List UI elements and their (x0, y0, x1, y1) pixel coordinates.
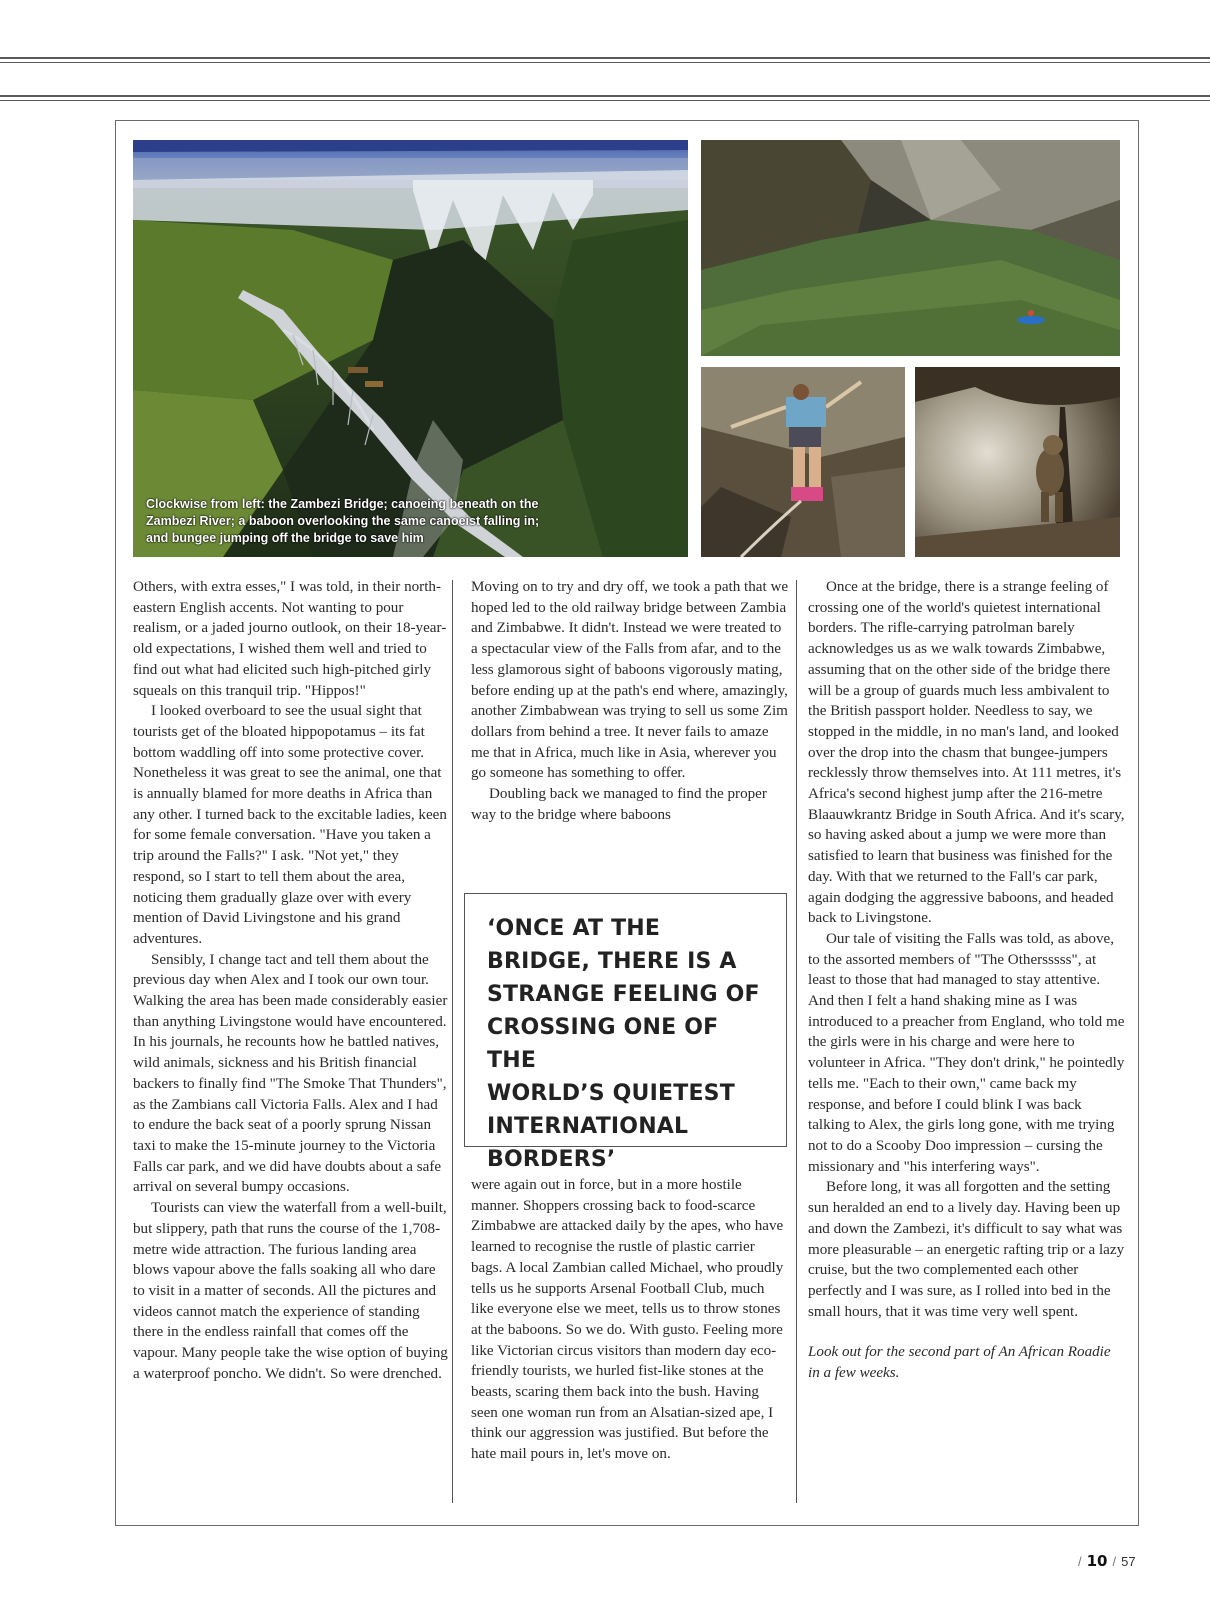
column-3 (808, 577, 1126, 1384)
magazine-logo: 10 (1086, 1552, 1108, 1570)
pull-quote-line: STRANGE FEELING OF (487, 982, 760, 1007)
page-footer (1073, 1552, 1136, 1570)
photo-bungee-jump (701, 367, 905, 557)
paragraph: Tourists can view the waterfall from a well-built, but slippery, path that runs the course of the 1,708-metre wide attraction. The furious landing area blows vapour above the falls soaking all who dare to visit in a matter of seconds. All the pictures and videos cannot match the experience of standing there in the endless rainfall that comes off the vapour. Many people take the wise option of buying a waterproof poncho. We didn't. So were drenched. (133, 1200, 448, 1382)
column-divider-1 (452, 580, 453, 1503)
footnote: Look out for the second part of An African Roadie in a few weeks. (808, 1344, 1111, 1382)
column-2-top (471, 577, 789, 825)
caption-line-3: and bungee jumping off the bridge to save him (146, 531, 424, 545)
pull-quote-line: WORLD’S QUIETEST (487, 1081, 735, 1106)
caption-line-2: Zambezi River; a baboon overlooking the same canoeist falling in; (146, 514, 540, 528)
photo-caption (146, 496, 566, 547)
pull-quote-line: INTERNATIONAL (487, 1114, 689, 1139)
column-2-bottom (471, 1175, 789, 1465)
paragraph: Sensibly, I change tact and tell them about the previous day when Alex and I took our own tour. Walking the area has been made considerably easier than anything Livingstone would have encountered. In his journals, he recounts how he battled natives, wild animals, sickness and his British financial backers to finally find "The Smoke That Thunders", as the Zambians call Victoria Falls. Alex and I had to endure the back seat of a poorly sprung Nissan taxi to make the 15-minute journey to the Victoria Falls car park, and we did have doubts about a safe arrival on several bumpy occasions. (133, 951, 448, 1196)
pull-quote (464, 893, 787, 1172)
header-rule-1 (0, 57, 1210, 59)
pull-quote-line: BRIDGE, THERE IS A (487, 949, 737, 974)
column-1 (133, 577, 450, 1384)
pull-quote-line: CROSSING ONE OF THE (487, 1015, 719, 1073)
photo-baboon (915, 367, 1120, 557)
caption-line-1: Clockwise from left: the Zambezi Bridge; canoeing beneath on the (146, 497, 539, 511)
paragraph: Before long, it was all forgotten and the setting sun heralded an end to a lively day. Having been up and down the Zambezi, it's difficult to say what was more pleasurable – an energetic rafting trip or a lazy cruise, but the two complemented each other perfectly and I was sure, as I rolled into bed in the small hours, that it was time very well spent. (808, 1179, 1125, 1320)
bridge-image (133, 140, 688, 557)
paragraph: Our tale of visiting the Falls was told, as above, to the assorted members of "The Othersssss", at least to those that had managed to stay attentive. And then I felt a hand shaking mine as I was introduced to a preacher from England, who told me the girls were in his charge and were here to volunteer in Africa. "They don't drink," he pointedly tells me. "Each to their own," came back my response, and before I could blink I was back talking to Alex, the girls long gone, with me trying not to do a Scooby Doo impression – cursing the missionary and "his interfering ways". (808, 930, 1125, 1175)
header-rule-3 (0, 95, 1210, 97)
bungee-image (701, 367, 905, 557)
baboon-image (915, 367, 1120, 557)
column-divider-2 (796, 580, 797, 1503)
header-rule-2 (0, 62, 1210, 63)
paragraph: Doubling back we managed to find the proper way to the bridge where baboons (471, 786, 767, 823)
paragraph: Once at the bridge, there is a strange feeling of crossing one of the world's quietest international borders. The rifle-carrying patrolman barely acknowledges us as we walk towards Zimbabwe, assuming that on the other side of the bridge there will be a group of guards much less ambivalent to the British passport holder. Needless to say, we stopped in the middle, in no man's land, and looked over the drop into the chasm that bungee-jumpers recklessly throw themselves into. At 111 metres, it's Africa's second highest jump after the 216-metre Blaauwkrantz Bridge in South Africa. And it's scary, so having asked about a jump we were more than satisfied to learn that business was finished for the day. With that we returned to the Fall's car park, again dodging the aggressive baboons, and headed back to Livingstone. (808, 579, 1125, 927)
footer-separator: / (1078, 1554, 1082, 1569)
canoe-image (701, 140, 1120, 356)
pull-quote-line: ‘ONCE AT THE (487, 916, 661, 941)
photo-canoe-river (701, 140, 1120, 356)
header-rule-4 (0, 100, 1210, 101)
paragraph: I looked overboard to see the usual sight that tourists get of the bloated hippopotamus – its fat bottom waddling off into some protective cover. Nonetheless it was great to see the animal, one that is annually blamed for more deaths in Africa than any other. I turned back to the excitable ladies, keen for some female conversation. "Have you taken a trip around the Falls?" I ask. "Not yet," they respond, so I start to tell them about the area, noticing them gradually glaze over with every mention of David Livingstone and his grand adventures. (133, 703, 447, 947)
page-number: 57 (1121, 1554, 1136, 1569)
paragraph: Others, with extra esses," I was told, in their north-eastern English accents. Not wanting to pour realism, or a jaded journo outlook, on their 18-year-old expectations, I wished them well and tried to find out what had elicited such high-pitched girly squeals on this tranquil trip. "Hippos!" (133, 579, 447, 699)
paragraph: were again out in force, but in a more hostile manner. Shoppers crossing back to food-scarce Zimbabwe are attacked daily by the apes, who have learned to recognise the rustle of plastic carrier bags. A local Zambian called Michael, who proudly tells us he supports Arsenal Football Club, much like everyone else we meet, tells us to throw stones at the baboons. So we do. With gusto. Feeling more like Victorian circus visitors than modern day eco-friendly tourists, we hurled fist-like stones at the beasts, scaring them back into the bush. Having seen one woman run from an Alsatian-sized ape, I think our aggression was justified. But before the hate mail pours in, let's move on. (471, 1177, 784, 1463)
pull-quote-line: BORDERS’ (487, 1147, 616, 1172)
photo-zambezi-bridge (133, 140, 688, 557)
footer-separator: / (1112, 1554, 1117, 1569)
paragraph: Moving on to try and dry off, we took a path that we hoped led to the old railway bridge between Zambia and Zimbabwe. It didn't. Instead we were treated to a spectacular view of the Falls from afar, and to the less glamorous sight of baboons vigorously mating, before ending up at the path's end where, amazingly, another Zimbabwean was trying to sell us some Zim dollars from behind a tree. It never fails to amaze me that in Africa, much like in Asia, wherever you go someone has something to offer. (471, 579, 789, 782)
